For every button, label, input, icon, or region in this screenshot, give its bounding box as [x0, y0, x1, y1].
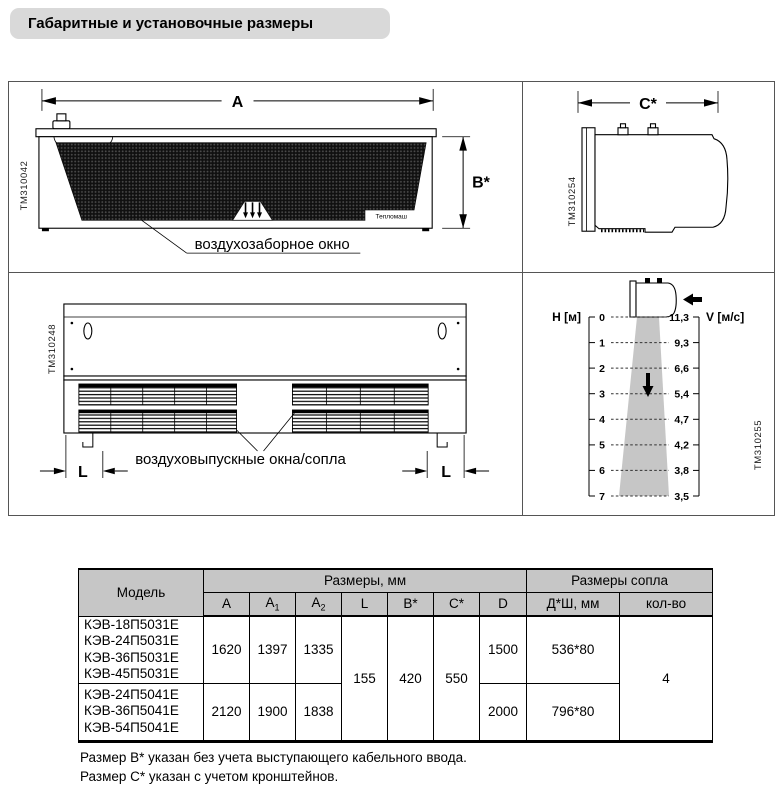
- page-title: [10, 8, 390, 39]
- bottom-view-drawing: [9, 273, 523, 515]
- dim-l-left-label: L: [77, 463, 88, 482]
- value-a1: 1900: [250, 683, 296, 741]
- v-tick: 3,5: [674, 490, 689, 503]
- h-tick: 6: [599, 465, 605, 478]
- value-a2: 1335: [296, 616, 342, 683]
- dim-l-right: [402, 435, 489, 481]
- col-header-a2: $A_2$: [296, 592, 342, 616]
- dim-l-left: [40, 435, 128, 481]
- h-tick: 5: [599, 439, 605, 452]
- value-a1: 1397: [250, 616, 296, 683]
- footnote-c: Размер С* указан с учетом кронштейнов.: [80, 769, 339, 784]
- v-tick: 6,6: [674, 362, 689, 375]
- page-title-text: Габаритные и установочные размеры: [28, 15, 314, 32]
- col-header-a: A: [204, 592, 250, 616]
- v-tick: 5,4: [674, 388, 689, 401]
- value-d: 2000: [480, 683, 527, 741]
- dimensions-table: [78, 568, 713, 743]
- col-header-nozzle-count: кол-во: [620, 592, 713, 616]
- figure-code-front: ТМ310042: [18, 160, 30, 211]
- rear-panel: [64, 304, 466, 376]
- front-view-drawing: [9, 82, 523, 273]
- dimension-drawings-panel: [8, 81, 775, 516]
- value-c: 550: [434, 616, 480, 741]
- value-d: 1500: [480, 616, 527, 683]
- dim-b-label: B*: [472, 174, 490, 192]
- value-nozzle-size: 796*80: [527, 683, 620, 741]
- h-axis-label: H [м]: [552, 310, 581, 324]
- value-nozzle-size: 536*80: [527, 616, 620, 683]
- outlet-callout-label: воздуховыпускные окна/сопла: [135, 450, 346, 469]
- col-header-nozzle-size: Д*Ш, мм: [527, 592, 620, 616]
- value-nozzle-count: 4: [620, 616, 713, 741]
- device-profile: [595, 135, 728, 232]
- v-tick: 11,3: [669, 311, 689, 324]
- brand-logo: Тепломаш: [375, 213, 407, 221]
- model: КЭВ-24П5031Е: [84, 633, 179, 648]
- dim-a: [42, 89, 433, 111]
- h-tick: 7: [599, 490, 605, 503]
- side-view-drawing: [523, 82, 774, 273]
- col-header-model: Модель: [79, 569, 204, 616]
- mounting-bracket: [582, 128, 595, 231]
- footnotes: [80, 748, 467, 786]
- figure-code-bottom: ТМ310248: [46, 323, 58, 375]
- col-header-l: L: [342, 592, 388, 616]
- v-axis-label: V [м/с]: [706, 310, 745, 324]
- hook-bracket-right: [437, 433, 447, 447]
- footnote-b: Размер В* указан без учета выступающего кабельного ввода.: [80, 750, 467, 765]
- keyhole-slot: [84, 323, 92, 339]
- col-header-d: D: [480, 592, 527, 616]
- table-row-group-1: [79, 616, 713, 683]
- dim-b: [442, 137, 490, 229]
- dim-a-label: A: [231, 93, 244, 111]
- model: КЭВ-45П5031Е: [84, 666, 179, 681]
- value-a2: 1838: [296, 683, 342, 741]
- models-cell: [79, 616, 204, 683]
- value-l: 155: [342, 616, 388, 741]
- hook-bracket-left: [83, 433, 93, 447]
- model: КЭВ-18П5031Е: [84, 616, 179, 632]
- h-tick: 2: [599, 362, 605, 375]
- col-header-b: B*: [388, 592, 434, 616]
- figure-code-side: ТМ310254: [566, 176, 579, 227]
- outlet-grille: [79, 410, 237, 432]
- h-tick: 0: [599, 311, 605, 324]
- model: КЭВ-36П5041Е: [84, 703, 179, 719]
- h-tick: 3: [599, 388, 605, 401]
- cable-gland: [648, 128, 658, 135]
- v-axis: [669, 310, 744, 503]
- airflow-arrows-icon: [243, 202, 262, 218]
- h-tick: 1: [599, 337, 605, 350]
- value-b: 420: [388, 616, 434, 741]
- inflow-arrow-icon: [683, 294, 702, 306]
- h-axis: [552, 310, 605, 503]
- v-tick: 4,2: [674, 439, 689, 452]
- cable-gland: [618, 128, 628, 135]
- model: КЭВ-54П5041Е: [84, 719, 179, 735]
- dim-c: [578, 91, 718, 113]
- model: КЭВ-36П5031Е: [84, 649, 179, 665]
- col-header-a1: $A_1$: [250, 592, 296, 616]
- value-a: 1620: [204, 616, 250, 683]
- front-view-device: [36, 114, 436, 231]
- h-tick: 4: [599, 414, 605, 427]
- figure-code-chart: ТМ310255: [753, 419, 764, 471]
- models-cell: [79, 683, 204, 741]
- value-a: 2120: [204, 683, 250, 741]
- top-lid: [36, 129, 436, 137]
- dim-c-label: C*: [639, 95, 657, 113]
- col-header-c: C*: [434, 592, 480, 616]
- intake-callout-label: воздухозаборное окно: [194, 236, 350, 254]
- v-tick: 4,7: [674, 414, 689, 427]
- jet-cone: [619, 317, 669, 496]
- v-tick: 3,8: [674, 465, 689, 478]
- keyhole-slot: [438, 323, 446, 339]
- dim-l-right-label: L: [441, 463, 452, 482]
- side-view-device: [582, 124, 728, 232]
- col-group-dimensions: Размеры, мм: [204, 569, 527, 592]
- col-group-nozzle: Размеры сопла: [527, 569, 713, 592]
- model: КЭВ-24П5041Е: [84, 686, 179, 702]
- jet-velocity-chart: [523, 273, 774, 515]
- cable-gland: [53, 121, 70, 129]
- v-tick: 9,3: [674, 337, 689, 350]
